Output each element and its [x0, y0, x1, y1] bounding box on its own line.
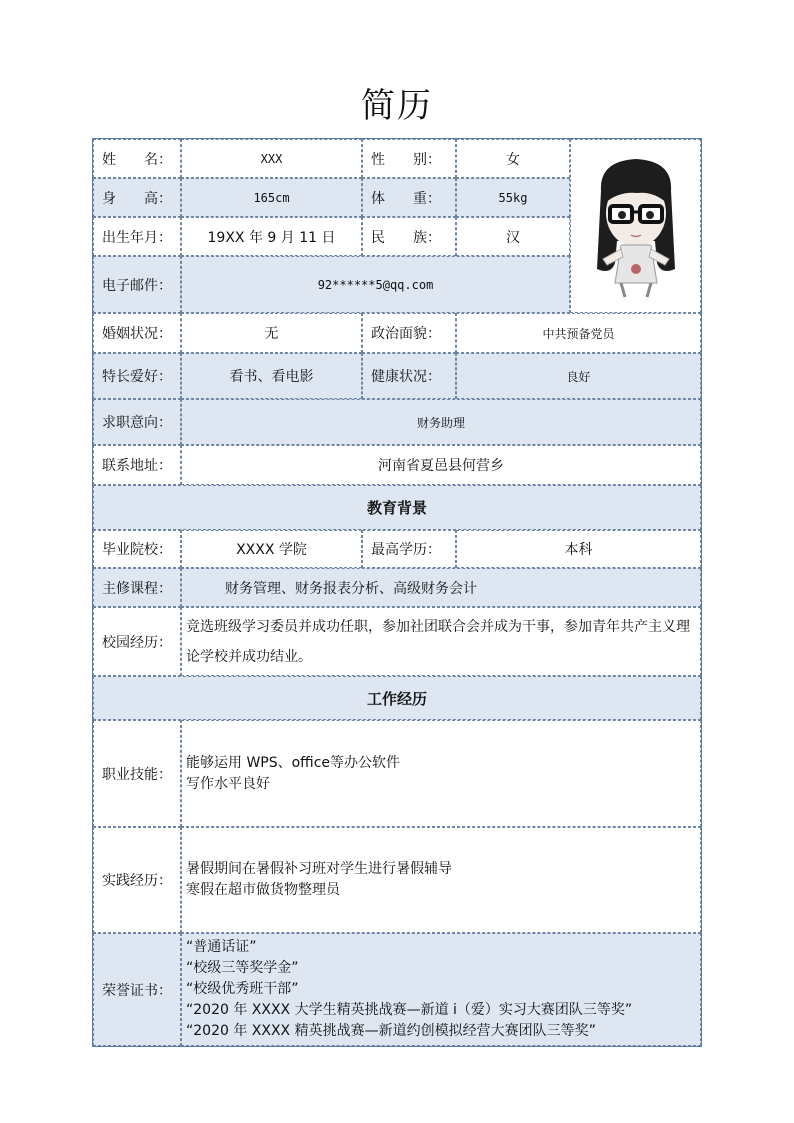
name-value: XXX — [181, 139, 362, 178]
ethnic-value: 汉 — [456, 217, 570, 256]
work-heading: 工作经历 — [93, 676, 701, 720]
marital-label: 婚姻状况： — [93, 313, 181, 353]
gender-label: 性 别： — [362, 139, 456, 178]
honor-item: “校级优秀班干部” — [186, 981, 299, 997]
height-label: 身 高： — [93, 178, 181, 217]
name-label: 姓 名： — [93, 139, 181, 178]
courses-value: 财务管理、财务报表分析、高级财务会计 — [181, 568, 701, 607]
address-value: 河南省夏邑县何营乡 — [181, 445, 701, 485]
skills-label: 职业技能： — [93, 720, 181, 827]
height-value: 165cm — [181, 178, 362, 217]
courses-label: 主修课程： — [93, 568, 181, 607]
birth-value: 19XX 年 9 月 11 日 — [181, 217, 362, 256]
school-value: XXXX 学院 — [181, 530, 362, 568]
birth-label: 出生年月： — [93, 217, 181, 256]
ethnic-label: 民 族： — [362, 217, 456, 256]
page-title: 简历 — [361, 86, 433, 126]
honor-item: “普通话证” — [186, 939, 257, 955]
honors-value — [181, 933, 701, 1046]
campus-value — [181, 607, 701, 676]
health-value: 良好 — [456, 353, 701, 399]
email-label: 电子邮件： — [93, 256, 181, 313]
practice-item: 暑假期间在暑假补习班对学生进行暑假辅导 — [186, 861, 452, 877]
email-value: 92******5@qq.com — [181, 256, 570, 313]
weight-value: 55kg — [456, 178, 570, 217]
objective-label: 求职意向： — [93, 399, 181, 445]
practice-value — [181, 827, 701, 933]
marital-value: 无 — [181, 313, 362, 353]
campus-line: 竞选班级学习委员并成功任职，参加社团联合会并成为干事，参加青年共产主义理 — [186, 618, 690, 635]
honor-item: “校级三等奖学金” — [186, 960, 299, 976]
campus-line: 论学校并成功结业。 — [186, 648, 312, 665]
skill-item: 能够运用 WPS、office等办公软件 — [186, 754, 401, 771]
gender-value: 女 — [456, 139, 570, 178]
practice-label: 实践经历： — [93, 827, 181, 933]
hobby-label: 特长爱好： — [93, 353, 181, 399]
objective-value: 财务助理 — [181, 399, 701, 445]
education-heading: 教育背景 — [93, 485, 701, 530]
school-label: 毕业院校： — [93, 530, 181, 568]
weight-label: 体 重： — [362, 178, 456, 217]
profile-photo — [570, 139, 701, 313]
political-label: 政治面貌： — [362, 313, 456, 353]
honor-item: “2020 年 XXXX 精英挑战赛—新道约创模拟经营大赛团队三等奖” — [186, 1023, 596, 1039]
skill-item: 写作水平良好 — [186, 775, 270, 792]
hobby-value: 看书、看电影 — [181, 353, 362, 399]
degree-label: 最高学历： — [362, 530, 456, 568]
campus-label: 校园经历： — [93, 607, 181, 676]
practice-item: 寒假在超市做货物整理员 — [186, 882, 340, 898]
honors-label: 荣誉证书： — [93, 933, 181, 1046]
address-label: 联系地址： — [93, 445, 181, 485]
political-value: 中共预备党员 — [456, 313, 701, 353]
honor-item: “2020 年 XXXX 大学生精英挑战赛—新道 i（爱）实习大赛团队三等奖” — [186, 1002, 633, 1018]
health-label: 健康状况： — [362, 353, 456, 399]
cartoon-avatar-icon — [577, 151, 695, 301]
skills-value — [181, 720, 701, 827]
degree-value: 本科 — [456, 530, 701, 568]
